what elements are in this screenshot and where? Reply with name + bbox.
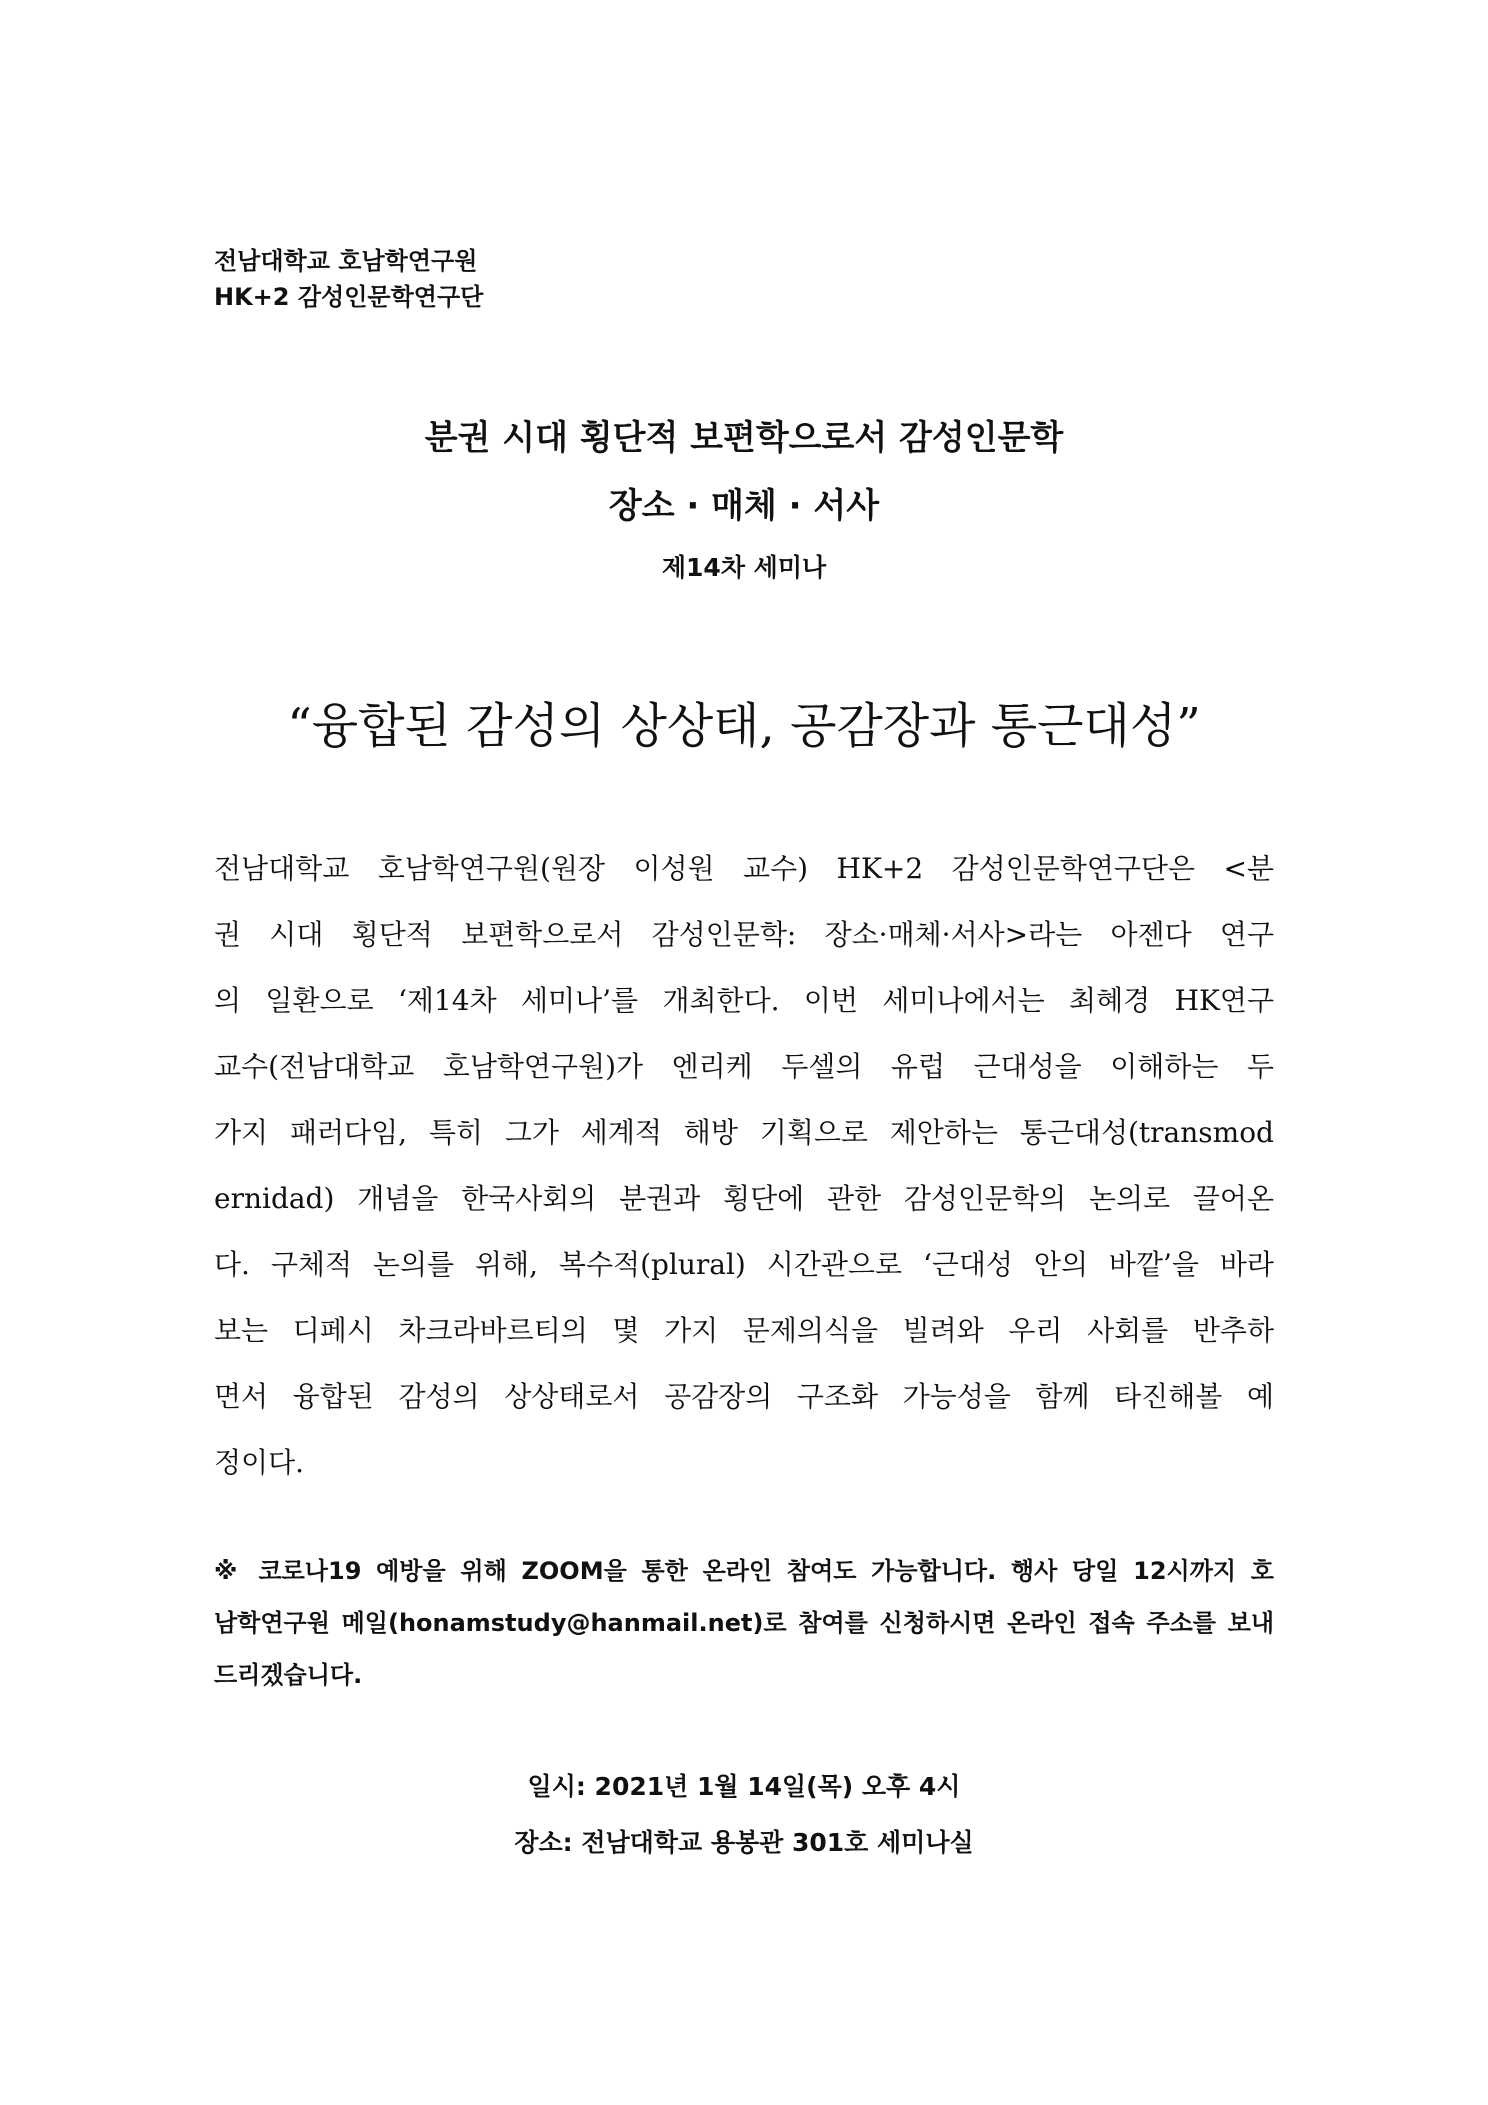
notice-line: 남학연구원 메일(honamstudy@hanmail.net)로 참여를 신청하시면 온라인 접속 주소를 보내 — [214, 1609, 1274, 1637]
body-line: 권 시대 횡단적 보편학으로서 감성인문학: 장소·매체·서사>라는 아젠다 연구 — [214, 918, 1274, 951]
notice-line: ※ 코로나19 예방을 위해 ZOOM을 통한 온라인 참여도 가능합니다. 행사 당일 12시까지 호 — [214, 1557, 1274, 1585]
agenda-title: 분권 시대 횡단적 보편학으로서 감성인문학 — [424, 418, 1064, 458]
seminar-main-title: “융합된 감성의 상상태, 공감장과 통근대성” — [287, 698, 1201, 754]
body-line: 보는 디페시 차크라바르티의 몇 가지 문제의식을 빌려와 우리 사회를 반추하 — [214, 1314, 1274, 1347]
notice-line: 드리겠습니다. — [214, 1661, 363, 1689]
seminar-number: 제14차 세미나 — [661, 553, 827, 582]
body-line: 다. 구체적 논의를 위해, 복수적(plural) 시간관으로 ‘근대성 안의 바깥’을 바라 — [214, 1248, 1274, 1281]
body-paragraph — [214, 836, 1274, 1496]
body-line: 가지 패러다임, 특히 그가 세계적 해방 기획으로 제안하는 통근대성(transmod — [214, 1116, 1274, 1149]
body-line: 전남대학교 호남학연구원(원장 이성원 교수) HK+2 감성인문학연구단은 <분 — [214, 852, 1274, 885]
body-line: 면서 융합된 감성의 상상태로서 공감장의 구조화 가능성을 함께 타진해볼 예 — [214, 1380, 1274, 1413]
body-line: ernidad) 개념을 한국사회의 분권과 횡단에 관한 감성인문학의 논의로 끌어온 — [214, 1182, 1274, 1215]
body-line: 정이다. — [214, 1446, 305, 1479]
agenda-subjects: 장소 · 매체 · 서사 — [608, 486, 880, 526]
event-datetime: 일시: 2021년 1월 14일(목) 오후 4시 — [527, 1772, 961, 1801]
body-line: 의 일환으로 ‘제14차 세미나’를 개최한다. 이번 세미나에서는 최혜경 HK연구 — [214, 984, 1274, 1017]
online-participation-notice — [214, 1545, 1274, 1701]
research-unit-name: HK+2 감성인문학연구단 — [214, 283, 484, 311]
body-line: 교수(전남대학교 호남학연구원)가 엔리케 두셀의 유럽 근대성을 이해하는 두 — [214, 1050, 1274, 1083]
header-block — [214, 243, 483, 315]
institution-name: 전남대학교 호남학연구원 — [214, 247, 478, 275]
event-venue: 장소: 전남대학교 용봉관 301호 세미나실 — [514, 1828, 974, 1857]
